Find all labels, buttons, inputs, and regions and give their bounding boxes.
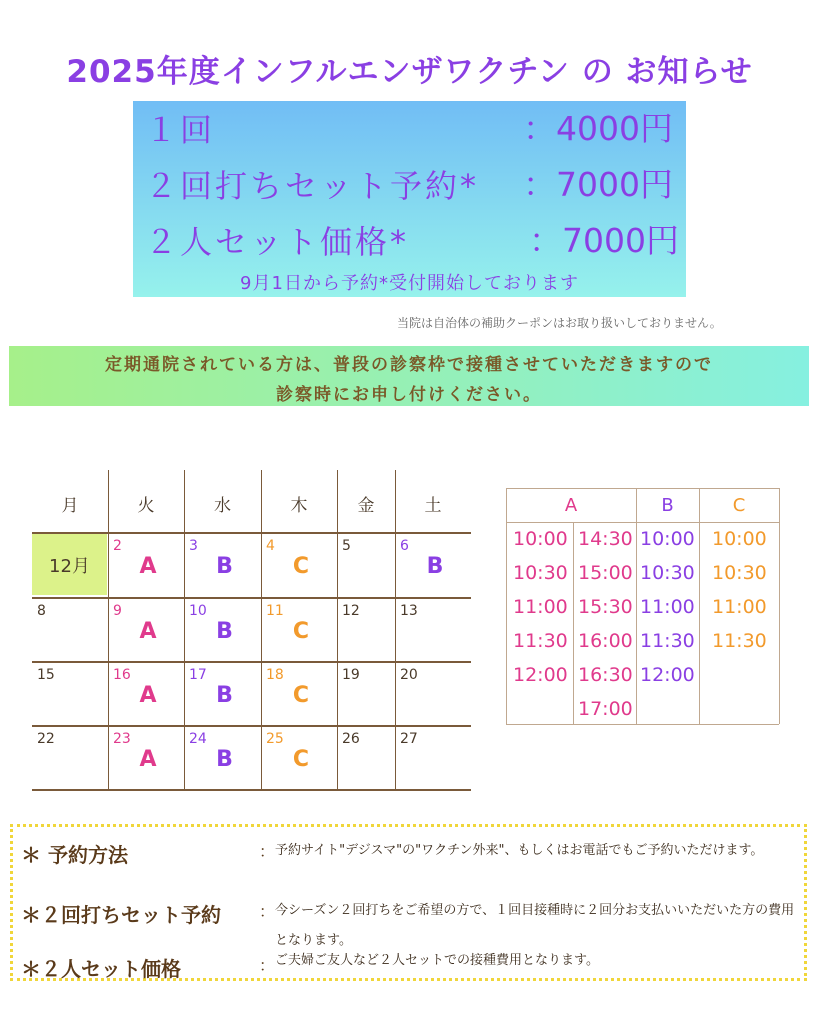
time-slot: 14:30 bbox=[578, 528, 633, 550]
time-slot: 10:30 bbox=[513, 562, 568, 584]
calendar-grid-line bbox=[261, 470, 262, 789]
howto-text-pair: ご夫婦ご友人など２人セットでの接種費用となります。 bbox=[275, 953, 599, 968]
price-label-pair: ２人セット価格* bbox=[145, 223, 410, 261]
howto-head-two-shot: ＊２回打ちセット予約 bbox=[21, 903, 221, 927]
calendar-day-number: 12 bbox=[342, 603, 360, 619]
colon: ： bbox=[259, 842, 276, 861]
calendar-day-number: 17 bbox=[189, 667, 207, 683]
howto-text-two-shot: 今シーズン２回打ちをご希望の方で、１回目接種時に２回分お支払いいただいた方の費用となります。 bbox=[275, 903, 795, 948]
table-line bbox=[779, 488, 780, 724]
time-slot: 11:00 bbox=[513, 596, 568, 618]
calendar-day-number: 16 bbox=[113, 667, 131, 683]
calendar-slot-letter: B bbox=[216, 619, 233, 644]
time-slot: 11:00 bbox=[640, 596, 695, 618]
calendar-day-number: 24 bbox=[189, 731, 207, 747]
howto-text-method: 予約サイト"デジスマ"の"ワクチン外来"、もしくはお電話でもご予約いただけます。 bbox=[275, 843, 764, 858]
reservation-start-note: 9月1日から予約*受付開始しております bbox=[240, 273, 579, 294]
calendar-slot-letter: A bbox=[139, 554, 157, 579]
time-column-header: B bbox=[661, 495, 674, 516]
calendar-grid-line bbox=[32, 725, 471, 727]
weekday-header: 土 bbox=[424, 496, 442, 516]
colon: ： bbox=[259, 902, 276, 921]
calendar-slot-letter: C bbox=[292, 619, 310, 644]
notice-line-2: 診察時にお申し付けください。 bbox=[276, 385, 542, 405]
time-slot: 16:30 bbox=[578, 664, 633, 686]
time-slot: 10:00 bbox=[712, 528, 767, 550]
time-column-header: A bbox=[564, 495, 578, 516]
calendar-day-number: 27 bbox=[400, 731, 418, 747]
table-line bbox=[699, 488, 700, 724]
price-value-single: ：4000円 bbox=[523, 109, 673, 148]
calendar-grid-line bbox=[32, 661, 471, 663]
time-slot: 11:30 bbox=[712, 630, 767, 652]
calendar-day-number: 23 bbox=[113, 731, 131, 747]
calendar-day-number: 15 bbox=[37, 667, 55, 683]
price-value-two-shot: ：7000円 bbox=[523, 165, 673, 204]
time-slot: 11:30 bbox=[513, 630, 568, 652]
weekday-header: 火 bbox=[137, 496, 155, 516]
table-line bbox=[506, 488, 507, 724]
calendar-slot-letter: C bbox=[292, 747, 310, 772]
calendar-slot-letter: A bbox=[139, 619, 157, 644]
time-slot: 11:30 bbox=[640, 630, 695, 652]
time-column-header: C bbox=[732, 495, 746, 516]
time-slot: 15:30 bbox=[578, 596, 633, 618]
colon: ： bbox=[259, 956, 276, 975]
calendar-slot-letter: B bbox=[216, 683, 233, 708]
calendar-day-number: 13 bbox=[400, 603, 418, 619]
time-slot: 10:30 bbox=[640, 562, 695, 584]
time-slot: 11:00 bbox=[712, 596, 767, 618]
time-slot: 10:30 bbox=[712, 562, 767, 584]
price-value-pair: ：7000円 bbox=[529, 221, 679, 260]
calendar-slot-letter: A bbox=[139, 747, 157, 772]
calendar-day-number: 11 bbox=[266, 603, 284, 619]
weekday-header: 月 bbox=[61, 496, 79, 516]
calendar-day-number: 6 bbox=[400, 538, 409, 554]
calendar-day-number: 3 bbox=[189, 538, 198, 554]
calendar-slot-letter: C bbox=[292, 683, 310, 708]
calendar-day-number: 26 bbox=[342, 731, 360, 747]
calendar-day-number: 25 bbox=[266, 731, 284, 747]
price-box bbox=[133, 101, 686, 297]
table-line bbox=[636, 488, 637, 724]
reservation-info-box bbox=[10, 824, 807, 981]
time-slot: 10:00 bbox=[640, 528, 695, 550]
calendar-slot-letter: B bbox=[216, 747, 233, 772]
calendar-slot-letter: B bbox=[216, 554, 233, 579]
table-line bbox=[573, 522, 574, 724]
regular-patient-notice bbox=[9, 346, 809, 406]
table-line bbox=[506, 488, 779, 489]
calendar-slot-letter: B bbox=[426, 554, 444, 579]
time-slot: 15:00 bbox=[578, 562, 633, 584]
calendar-grid-line bbox=[184, 470, 185, 789]
calendar-grid-line bbox=[32, 597, 471, 599]
weekday-header: 木 bbox=[290, 496, 308, 516]
time-slot: 16:00 bbox=[578, 630, 633, 652]
calendar-day-number: 4 bbox=[266, 538, 275, 554]
page-title: 2025年度インフルエンザワクチン の お知らせ bbox=[66, 54, 753, 90]
time-slot: 10:00 bbox=[513, 528, 568, 550]
calendar-day-number: 2 bbox=[113, 538, 122, 554]
calendar-slot-letter: A bbox=[139, 683, 157, 708]
calendar-day-number: 22 bbox=[37, 731, 55, 747]
calendar-day-number: 5 bbox=[342, 538, 351, 554]
weekday-header: 水 bbox=[214, 496, 231, 516]
howto-head-method: ＊ 予約方法 bbox=[21, 843, 128, 867]
calendar-day-number: 8 bbox=[37, 603, 46, 619]
calendar-day-number: 9 bbox=[113, 603, 122, 619]
month-label: 12月 bbox=[32, 534, 107, 595]
calendar-slot-letter: C bbox=[292, 554, 310, 579]
time-slot: 17:00 bbox=[578, 698, 633, 720]
price-label-two-shot: ２回打ちセット予約* bbox=[145, 167, 480, 205]
table-line bbox=[506, 724, 779, 725]
calendar-day-number: 19 bbox=[342, 667, 360, 683]
calendar-day-number: 20 bbox=[400, 667, 418, 683]
table-line bbox=[506, 522, 779, 523]
calendar-grid-line bbox=[108, 470, 109, 789]
calendar-grid-line bbox=[337, 470, 338, 789]
price-label-single: １回 bbox=[145, 111, 216, 149]
calendar-day-number: 18 bbox=[266, 667, 284, 683]
time-slot: 12:00 bbox=[640, 664, 695, 686]
time-slot: 12:00 bbox=[513, 664, 568, 686]
notice-line-1: 定期通院されている方は、普段の診察枠で接種させていただきますので bbox=[105, 355, 713, 375]
coupon-note: 当院は自治体の補助クーポンはお取り扱いしておりません。 bbox=[397, 316, 722, 330]
calendar-day-number: 10 bbox=[189, 603, 207, 619]
weekday-header: 金 bbox=[357, 496, 375, 516]
howto-head-pair: ＊２人セット価格 bbox=[21, 957, 181, 981]
calendar-grid-line bbox=[32, 789, 471, 791]
calendar-grid-line bbox=[395, 470, 396, 789]
